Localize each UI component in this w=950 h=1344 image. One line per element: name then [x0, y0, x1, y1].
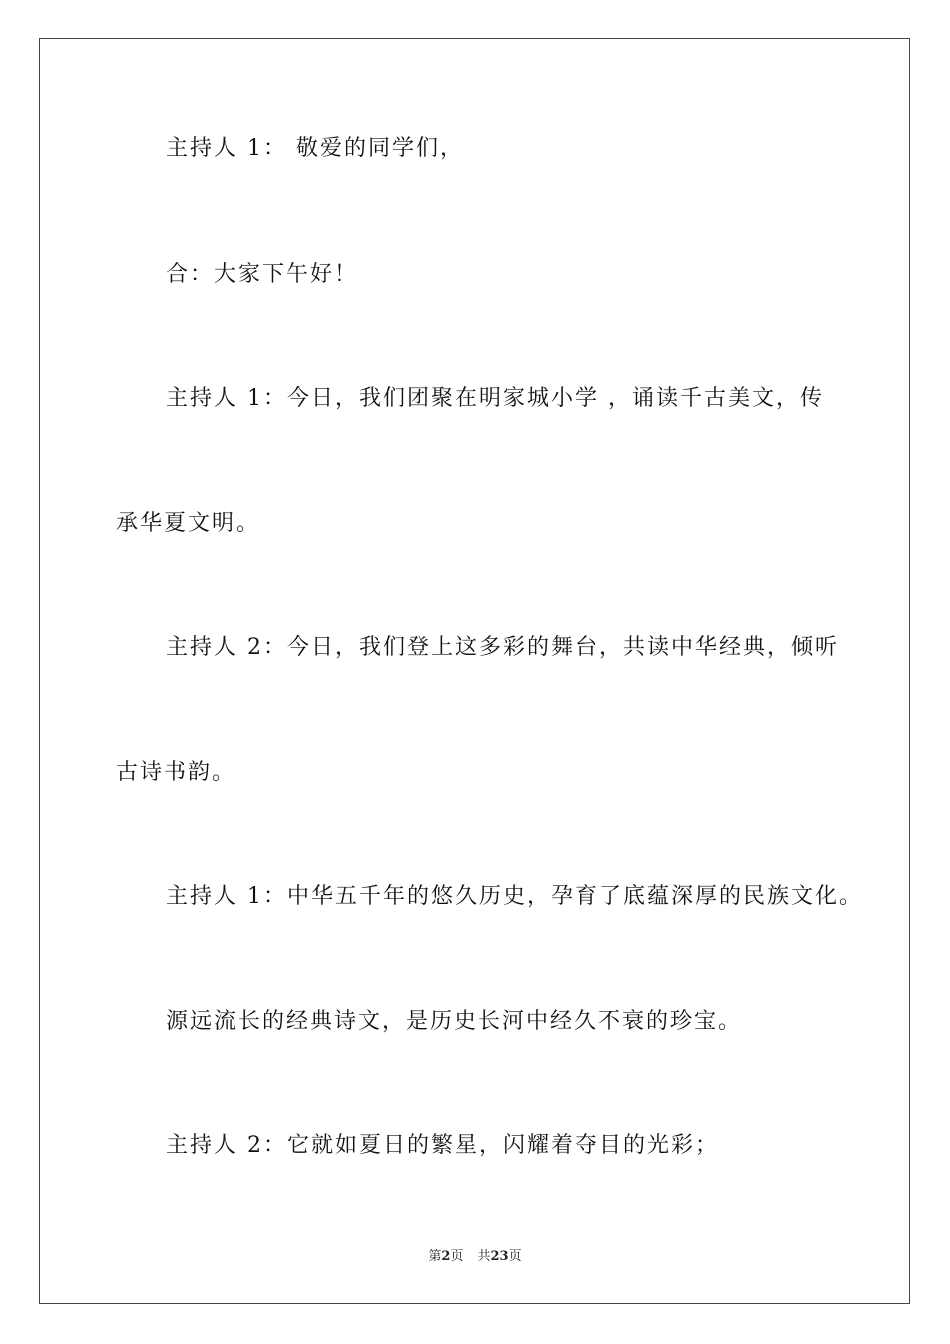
text-line-6: 古诗书韵。: [116, 760, 237, 785]
text-line-5: 主持人 2：今日，我们登上这多彩的舞台，共读中华经典，倾听: [166, 635, 839, 660]
text-line-4: 承华夏文明。: [116, 511, 261, 536]
footer-total-prefix: 共: [477, 1249, 491, 1264]
page-border: [39, 38, 910, 1304]
text-line-7: 主持人 1：中华五千年的悠久历史，孕育了底蕴深厚的民族文化。: [166, 884, 863, 909]
footer-page-suffix: 页: [450, 1249, 464, 1264]
footer-total-pages: 23: [490, 1249, 509, 1264]
text-line-1: 主持人 1： 敬爱的同学们，: [166, 136, 464, 161]
text-line-8: 源远流长的经典诗文，是历史长河中经久不衰的珍宝。: [166, 1009, 743, 1034]
footer-page-number: 2: [441, 1249, 451, 1264]
footer-total-suffix: 页: [508, 1249, 522, 1264]
footer-page-prefix: 第: [428, 1249, 442, 1264]
text-line-3: 主持人 1：今日，我们团聚在明家城小学 ，诵读千古美文，传: [166, 386, 824, 411]
text-line-2: 合：大家下午好！: [166, 262, 359, 287]
text-line-9: 主持人 2：它就如夏日的繁星，闪耀着夺目的光彩；: [166, 1133, 719, 1158]
page-footer: [0, 1248, 950, 1266]
